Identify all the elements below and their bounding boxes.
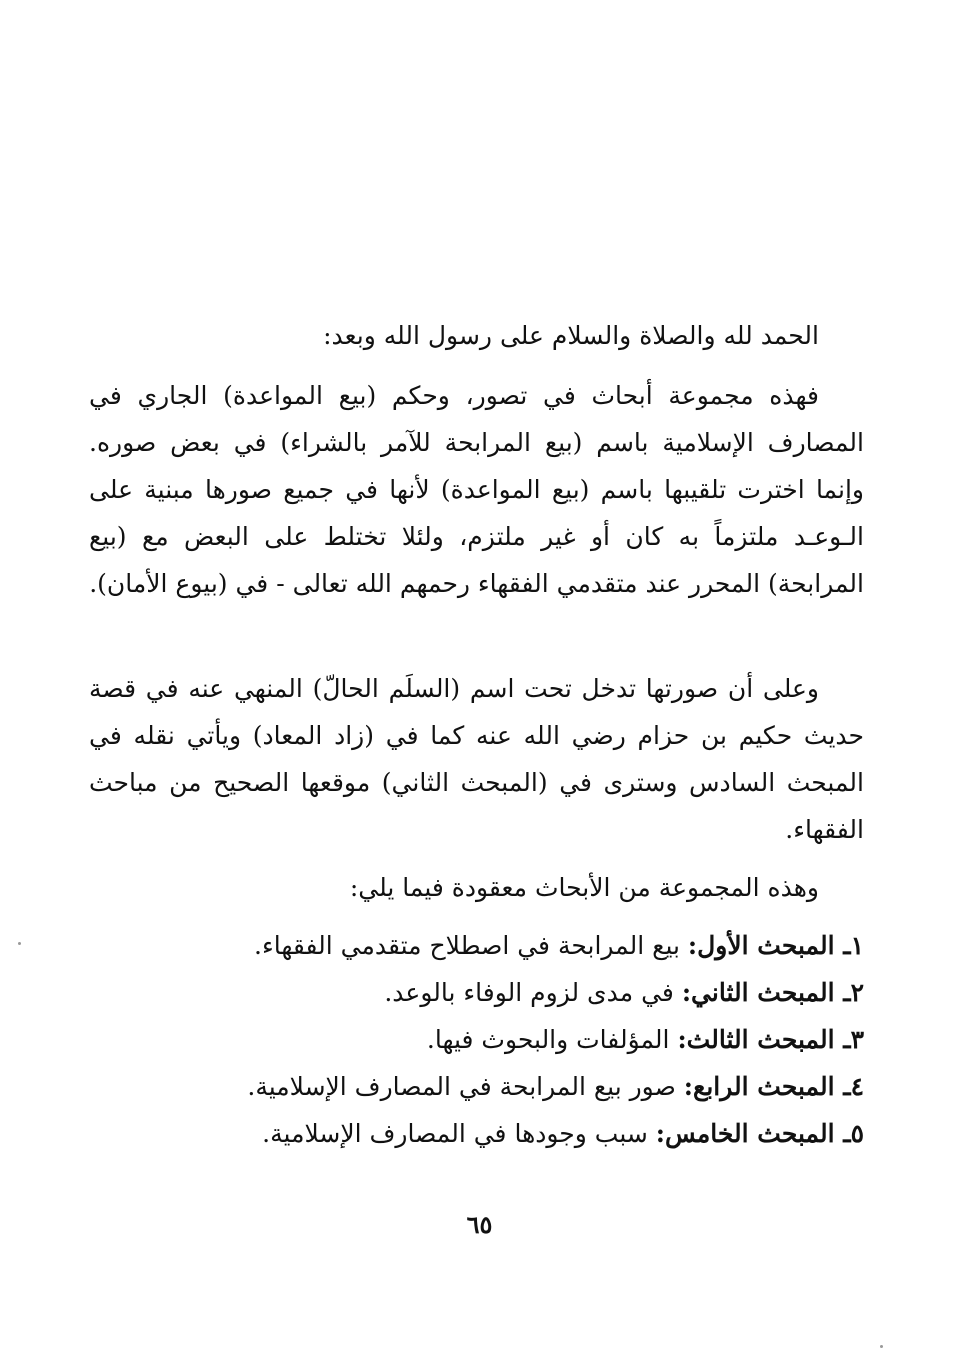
list-item (89, 1110, 864, 1157)
list-intro: وهذه المجموعة من الأبحاث معقودة فيما يلي: (349, 873, 819, 902)
list-item (89, 969, 864, 1016)
topics-list (89, 922, 864, 1157)
topic-text: المؤلفات والبحوث فيها. (426, 1025, 678, 1054)
topic-text: سبب وجودها في المصارف الإسلامية. (262, 1119, 656, 1148)
topic-heading: ٢ـ المبحث الثاني: (681, 978, 864, 1007)
topic-heading: ١ـ المبحث الأول: (687, 931, 864, 960)
list-item (89, 1016, 864, 1063)
topic-text: في مدى لزوم الوفاء بالوعد. (384, 978, 682, 1007)
topic-heading: ٣ـ المبحث الثالث: (677, 1025, 864, 1054)
paragraph-introduction: فهذه مجموعة أبحاث في تصور، وحكم (بيع المواعدة) الجاري في المصارف الإسلامية باسم (بيع المرابحة للآمر بالشراء) في بعض صوره. وإنما اخترت تلقيبها باسم (بيع المواعدة) لأنها في جميع صورها مبنية على الـوعـد ملتزماً به كان أو غير ملتزم، ولئلا تختلط على البعض مع (بيع المرابحة) المحرر عند متقدمي الفقهاء رحمهم الله تعالى - في (بيوع الأمان). (89, 381, 864, 598)
topic-heading: ٥ـ المبحث الخامس: (655, 1119, 864, 1148)
topic-text: بيع المرابحة في اصطلاح متقدمي الفقهاء. (254, 931, 688, 960)
paragraph-salam: وعلى أن صورتها تدخل تحت اسم (السلَم الحالّ) المنهي عنه في قصة حديث حكيم بن حزام رضي الله عنه كما في (زاد المعاد) ويأتي نقله في المبحث السادس وسترى في (المبحث الثاني) موقعها الصحيح من مباحث الفقهاء. (89, 674, 864, 844)
opening-greeting: الحمد لله والصلاة والسلام على رسول الله وبعد: (323, 321, 819, 350)
page-number: ٦٥ (466, 1210, 493, 1239)
scan-speck (18, 942, 21, 945)
topic-text: صور بيع المرابحة في المصارف الإسلامية. (247, 1072, 684, 1101)
list-item (89, 1063, 864, 1110)
topic-heading: ٤ـ المبحث الرابع: (683, 1072, 864, 1101)
list-item (89, 922, 864, 969)
scan-speck (880, 1345, 883, 1348)
